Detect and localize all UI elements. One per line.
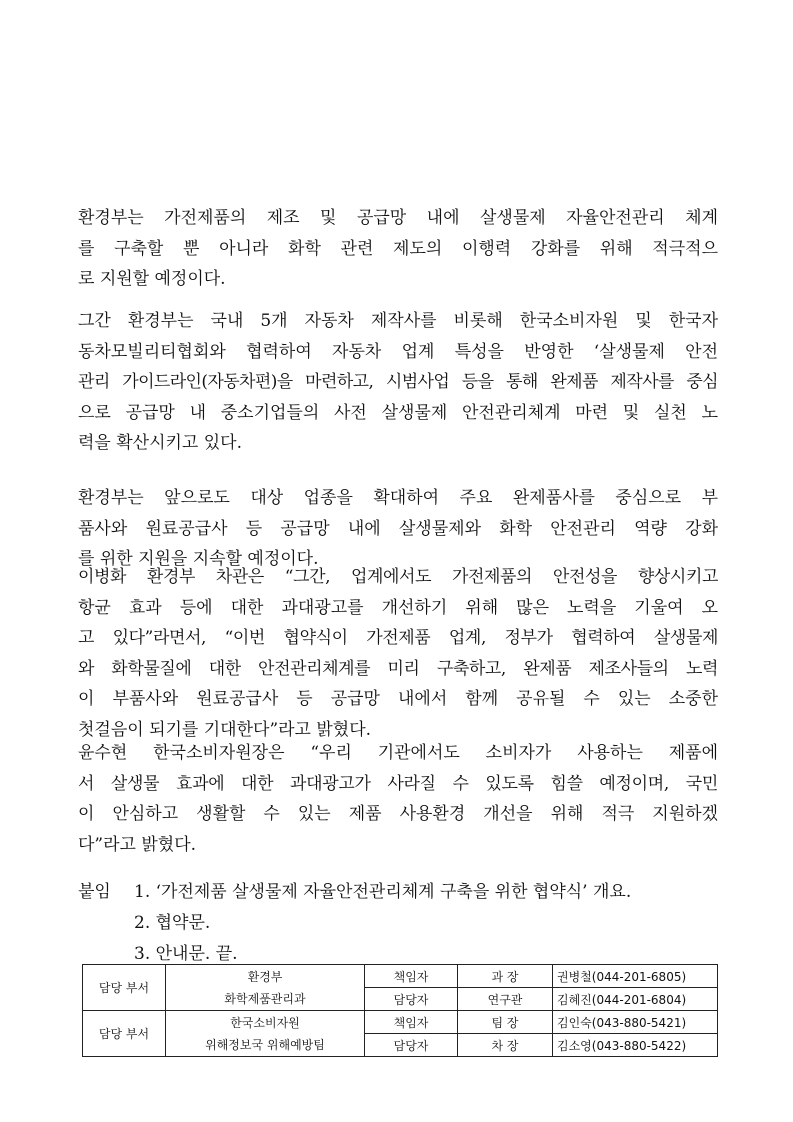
text-line: 력을 확산시키고 있다. — [78, 433, 243, 453]
org-name-cell: 한국소비자원 — [166, 1011, 365, 1034]
text-line: 환경부는 앞으로도 대상 업종을 확대하여 주요 완제품사를 중심으로 부 — [78, 488, 718, 508]
attachments-list — [78, 877, 718, 970]
org-unit-cell: 화학제품관리과 — [166, 988, 365, 1011]
attachment-text: 3. 안내문. 끝. — [134, 944, 238, 964]
table-row — [83, 1034, 718, 1057]
text-line: 첫걸음이 되기를 기대한다”라고 밝혔다. — [78, 719, 372, 740]
paragraph-plan — [78, 203, 718, 295]
paragraph-background — [78, 306, 718, 459]
text-line: 관리 가이드라인(자동차편)을 마련하고, 시범사업 등을 통해 완제품 제작사를 중심 — [78, 372, 718, 392]
text-line: 서 살생물 효과에 대한 과대광고가 사라질 수 있도록 힘쓸 예정이며, 국민 — [78, 773, 718, 794]
position-cell: 차 장 — [458, 1034, 553, 1057]
attachment-text: 2. 협약문. — [134, 913, 211, 933]
table-row — [83, 988, 718, 1011]
attachment-item — [78, 908, 718, 939]
table-row — [83, 965, 718, 988]
role-cell: 담당자 — [365, 988, 458, 1011]
text-line: 그간 환경부는 국내 5개 자동차 제작사를 비롯해 한국소비자원 및 한국자 — [78, 311, 718, 331]
contacts-table — [82, 964, 718, 1057]
text-line: 고 있다”라면서, “이번 협약식이 가전제품 업계, 정부가 협력하여 살생물제 — [78, 628, 718, 648]
attachments-label: 붙임 — [78, 882, 111, 902]
paragraph-future — [78, 483, 718, 575]
text-line: 이 안심하고 생활할 수 있는 제품 사용환경 개선을 위해 적극 지원하겠 — [78, 804, 718, 824]
contact-cell: 권병철(044-201-6805) — [553, 965, 718, 988]
text-line: 를 구축할 뿐 아니라 화학 관련 제도의 이행력 강화를 위해 적극적으 — [78, 238, 718, 259]
text-line: 으로 공급망 내 중소기업들의 사전 살생물제 안전관리체계 마련 및 실천 노 — [78, 402, 718, 423]
text-line: 를 위한 지원을 지속할 예정이다. — [78, 549, 319, 569]
text-line: 동차모빌리티협회와 협력하여 자동차 업계 특성을 반영한 ‘살생물제 안전 — [78, 341, 718, 362]
role-cell: 담당자 — [365, 1034, 458, 1057]
org-name-cell: 환경부 — [166, 965, 365, 988]
text-line: 환경부는 가전제품의 제조 및 공급망 내에 살생물제 자율안전관리 체계 — [78, 208, 718, 228]
text-line: 로 지원할 예정이다. — [78, 269, 226, 289]
position-cell: 과 장 — [458, 965, 553, 988]
role-cell: 책임자 — [365, 965, 458, 988]
text-line: 와 화학물질에 대한 안전관리체계를 미리 구축하고, 완제품 제조사들의 노력 — [78, 658, 718, 679]
text-line: 다”라고 밝혔다. — [78, 834, 197, 855]
text-line: 윤수현 한국소비자원장은 “우리 기관에서도 소비자가 사용하는 제품에 — [78, 743, 718, 763]
dept-label-cell: 담당 부서 — [83, 1011, 166, 1057]
text-line: 항균 효과 등에 대한 과대광고를 개선하기 위해 많은 노력을 기울여 오 — [78, 597, 718, 618]
attachment-text: 1. ‘가전제품 살생물제 자율안전관리체계 구축을 위한 협약식’ 개요. — [134, 882, 632, 902]
paragraph-consumer-agency-quote — [78, 738, 718, 860]
text-line: 이 부품사와 원료공급사 등 공급망 내에서 함께 공유될 수 있는 소중한 — [78, 689, 718, 709]
role-cell: 책임자 — [365, 1011, 458, 1034]
contact-cell: 김혜진(044-201-6804) — [553, 988, 718, 1011]
attachment-item — [78, 877, 718, 908]
text-line: 품사와 원료공급사 등 공급망 내에 살생물제와 화학 안전관리 역량 강화 — [78, 518, 718, 539]
contact-cell: 김인숙(043-880-5421) — [553, 1011, 718, 1034]
position-cell: 팀 장 — [458, 1011, 553, 1034]
contact-cell: 김소영(043-880-5422) — [553, 1034, 718, 1057]
dept-label-cell: 담당 부서 — [83, 965, 166, 1011]
paragraph-vice-minister-quote — [78, 562, 718, 745]
table-row — [83, 1011, 718, 1034]
position-cell: 연구관 — [458, 988, 553, 1011]
org-unit-cell: 위해정보국 위해예방팀 — [166, 1034, 365, 1057]
text-line: 이병화 환경부 차관은 “그간, 업계에서도 가전제품의 안전성을 향상시키고 — [78, 567, 718, 587]
